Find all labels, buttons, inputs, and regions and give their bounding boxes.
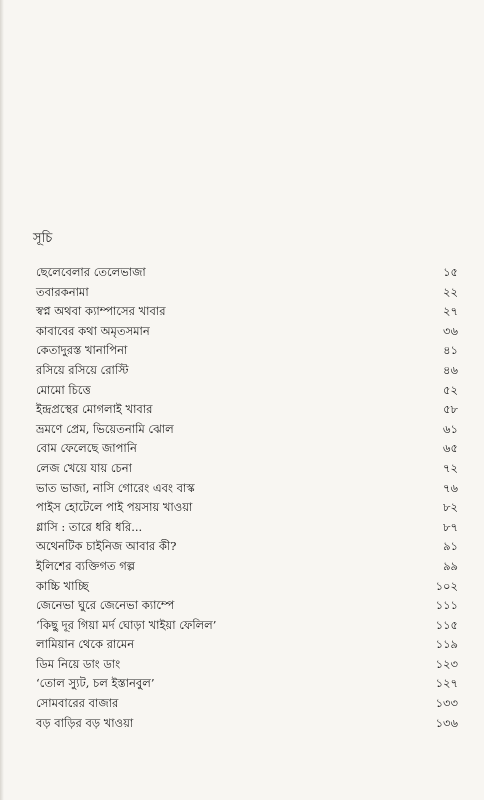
- toc-entry-page-number: ১১৯: [435, 637, 458, 652]
- toc-entry-page-number: ৫৮: [443, 402, 458, 417]
- toc-entry-page-number: ২৭: [443, 304, 458, 319]
- toc-entry: [36, 439, 458, 459]
- toc-entry: [36, 400, 458, 420]
- toc-entry-page-number: ৭৬: [443, 480, 458, 495]
- toc-entry-page-number: ১১৫: [435, 617, 458, 632]
- toc-entry-title: তবারকনামা: [36, 284, 89, 299]
- toc-entry-page-number: ৯৯: [443, 558, 458, 573]
- page-edge-shadow: [0, 0, 4, 800]
- toc-entry-page-number: ৩৬: [443, 323, 458, 338]
- toc-entry: [36, 655, 458, 675]
- toc-entry: [36, 283, 458, 303]
- contents-heading: সূচি: [33, 231, 53, 246]
- toc-entry-title: গ্লাসি : তারে ধরি ধরি...: [36, 519, 143, 534]
- toc-entry-page-number: ৯১: [443, 539, 458, 554]
- toc-entry-title: লামিয়ান থেকে রামেন: [36, 637, 135, 652]
- toc-entry-title: ছেলেবেলার তেলেভাজা: [36, 265, 146, 279]
- toc-entry-title: ‘তোল স্যুট, চল ইস্তানবুল’: [36, 676, 155, 691]
- toc-entry-title: সোমবারের বাজার: [36, 696, 119, 711]
- table-of-contents: [36, 263, 458, 733]
- toc-entry: [36, 302, 458, 322]
- toc-entry-page-number: ১২৩: [435, 656, 458, 671]
- toc-entry: [36, 674, 458, 694]
- toc-entry-title: ভ্রমণে প্রেম, ভিয়েতনামি ঝোল: [36, 421, 174, 436]
- toc-entry-page-number: ৬১: [443, 421, 458, 436]
- toc-entry: [36, 694, 458, 714]
- toc-entry: [36, 263, 458, 283]
- toc-entry: [36, 459, 458, 479]
- toc-entry-title: কেতাদুরস্ত খানাপিনা: [36, 343, 128, 358]
- toc-entry: [36, 635, 458, 655]
- toc-entry: [36, 537, 458, 557]
- toc-entry-title: জেনেভা ঘুরে জেনেভা ক্যাম্পে: [36, 598, 175, 613]
- toc-entry: [36, 518, 458, 538]
- toc-entry-title: লেজ খেয়ে যায় চেনা: [36, 460, 132, 475]
- toc-entry-title: কাবাবের কথা অমৃতসমান: [36, 323, 150, 338]
- toc-entry: [36, 479, 458, 499]
- toc-entry-page-number: ৭২: [443, 460, 458, 475]
- toc-entry: [36, 557, 458, 577]
- toc-entry-title: পাইস হোটেলে পাই পয়সায় খাওয়া: [36, 500, 193, 515]
- toc-entry: [36, 341, 458, 361]
- toc-entry: [36, 714, 458, 734]
- toc-entry-page-number: ৪১: [443, 343, 458, 358]
- toc-entry-title: ইন্দ্রপ্রস্থের মোগলাই খাবার: [36, 402, 153, 417]
- toc-entry-title: স্বপ্ন অথবা ক্যাম্পাসের খাবার: [36, 304, 166, 319]
- toc-entry-page-number: ১১১: [435, 598, 458, 613]
- toc-entry: [36, 577, 458, 597]
- toc-entry-page-number: ১০২: [435, 578, 458, 593]
- toc-entry-page-number: ১৩৩: [435, 696, 458, 711]
- toc-entry-page-number: ৮৭: [443, 519, 458, 534]
- toc-entry-page-number: ১৩৬: [435, 715, 458, 730]
- toc-entry-title: বোম ফেলেছে জাপানি: [36, 441, 137, 456]
- toc-entry-page-number: ৮২: [443, 500, 458, 515]
- toc-entry-page-number: ৬৫: [443, 441, 458, 456]
- toc-entry-page-number: ১২৭: [435, 676, 458, 691]
- toc-entry: [36, 361, 458, 381]
- toc-entry-title: বড় বাড়ির বড় খাওয়া: [36, 715, 134, 730]
- toc-entry-page-number: ৪৬: [443, 362, 458, 377]
- toc-entry-title: মোমো চিত্তে: [36, 382, 91, 397]
- toc-entry-title: রসিয়ে রসিয়ে রোস্টি: [36, 362, 129, 377]
- toc-entry-page-number: ২২: [443, 284, 458, 299]
- toc-entry: [36, 322, 458, 342]
- toc-entry-page-number: ১৫: [443, 265, 458, 279]
- toc-entry: [36, 420, 458, 440]
- toc-entry-title: ইলিশের ব্যক্তিগত গল্প: [36, 558, 136, 573]
- toc-entry-title: অথেনটিক চাইনিজ আবার কী?: [36, 539, 177, 554]
- toc-entry-title: ‘কিছু দূর গিয়া মর্দ ঘোড়া খাইয়া ফেলিল’: [36, 617, 217, 632]
- toc-entry: [36, 596, 458, 616]
- toc-entry-title: কাচ্চি খাচ্ছি: [36, 578, 89, 593]
- toc-entry: [36, 498, 458, 518]
- toc-entry-page-number: ৫২: [443, 382, 458, 397]
- toc-entry-title: ডিম নিয়ে ডাং ডাং: [36, 656, 121, 671]
- toc-entry-title: ভাত ভাজা, নাসি গোরেং এবং বাস্ক: [36, 480, 195, 495]
- toc-entry: [36, 616, 458, 636]
- toc-entry: [36, 381, 458, 401]
